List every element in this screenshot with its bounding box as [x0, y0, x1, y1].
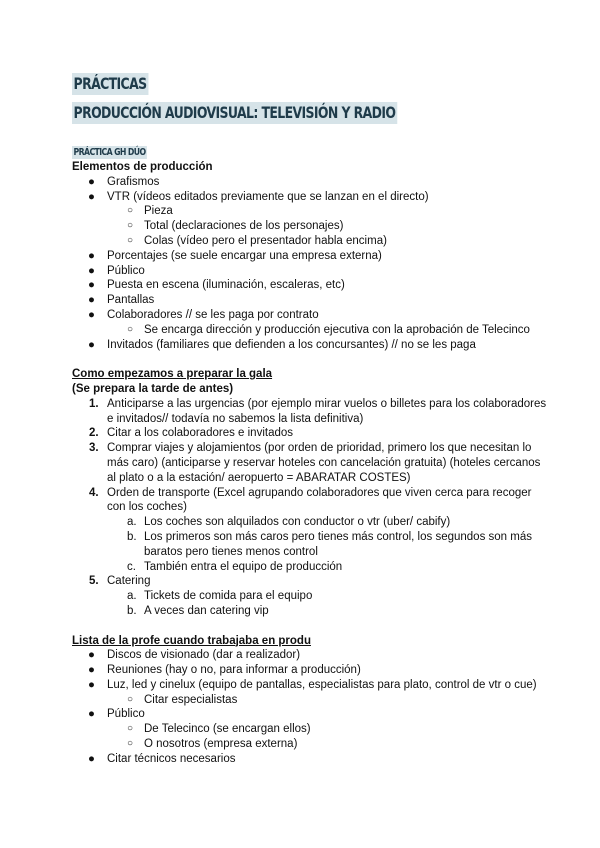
list-item: ● Público [88, 264, 145, 277]
section-heading-gala: Como empezamos a preparar la gala [72, 368, 273, 381]
list-item: ● Colaboradores // se les paga por contrato [88, 308, 319, 321]
hollow-bullet-icon: ○ [127, 220, 134, 232]
bullet-icon: ● [88, 664, 95, 677]
bullet-icon: ● [88, 249, 95, 262]
list-letter: b. [127, 604, 137, 617]
list-item: 1. Anticiparse a las urgencias (por ejemplo mirar vuelos o billetes para los colaboradores e invitados// todavía no sabemos la lista definitiva) [89, 397, 547, 425]
bullet-icon: ● [88, 175, 95, 188]
list-item: c. También entra el equipo de producción [127, 560, 343, 573]
bullet-list-elementos [72, 175, 552, 353]
section-subheading: (Se prepara la tarde de antes) [72, 382, 234, 395]
list-letter: b. [127, 530, 137, 543]
practice-title: PRÁCTICA GH DÚO [73, 147, 146, 158]
list-item: ● Puesta en escena (iluminación, escaleras, etc) [88, 279, 345, 292]
list-item: ● Porcentajes (se suele encargar una empresa externa) [88, 249, 382, 262]
list-item: 4. Orden de transporte (Excel agrupando colaboradores que viven cerca para recoger con los coches) [89, 486, 532, 514]
list-item: ● VTR (vídeos editados previamente que se lanzan en el directo) [88, 190, 429, 203]
list-item: ○ Citar especialistas [127, 693, 238, 706]
list-number: 4. [89, 486, 99, 499]
course-title: PRODUCCIÓN AUDIOVISUAL: TELEVISIÓN Y RADIO [73, 103, 396, 122]
list-number: 2. [89, 427, 99, 440]
list-item: ○ Colas (vídeo pero el presentador habla encima) [127, 234, 387, 247]
list-item: a. Tickets de comida para el equipo [127, 590, 313, 603]
bullet-icon: ● [88, 649, 95, 662]
document-body [72, 160, 552, 767]
list-item: ● Luz, led y cinelux (equipo de pantallas, especialistas para plato, control de vtr o cue) [88, 678, 537, 691]
list-item: ● Reuniones (hay o no, para informar a producción) [88, 664, 361, 677]
list-item: b. Los primeros son más caros pero tienes más control, los segundos son más baratos pero tienes menos control [127, 530, 532, 558]
document-title: PRÁCTICAS [73, 74, 147, 93]
hollow-bullet-icon: ○ [127, 323, 134, 335]
list-item: ○ Total (declaraciones de los personajes) [127, 220, 344, 233]
list-item: ○ O nosotros (empresa externa) [127, 738, 298, 751]
bullet-icon: ● [88, 708, 95, 721]
numbered-list-gala [72, 397, 552, 619]
bullet-icon: ● [88, 264, 95, 277]
list-item: ○ De Telecinco (se encargan ellos) [127, 723, 311, 736]
list-item: 5. Catering [89, 575, 151, 588]
list-number: 5. [89, 575, 99, 588]
list-item: ○ Se encarga dirección y producción ejecutiva con la aprobación de Telecinco [127, 323, 530, 336]
list-item: ● Discos de visionado (dar a realizador) [88, 649, 301, 662]
bullet-icon: ● [88, 190, 95, 203]
list-letter: a. [127, 590, 137, 603]
bullet-icon: ● [88, 294, 95, 307]
bullet-icon: ● [88, 752, 95, 765]
list-item: 3. Comprar viajes y alojamientos (por orden de prioridad, primero los que necesitan lo más caro) (anticiparse y reservar hoteles con cancelación gratuita) (hoteles cercanos al plato o a la estación/ aeropuerto = ABARATAR COSTES) [89, 442, 541, 484]
list-item: ○ Pieza [127, 205, 173, 218]
list-item: a. Los coches son alquilados con conductor o vtr (uber/ cabify) [127, 516, 451, 529]
hollow-bullet-icon: ○ [127, 234, 134, 246]
list-item: ● Citar técnicos necesarios [88, 752, 236, 765]
hollow-bullet-icon: ○ [127, 693, 134, 705]
bullet-list-lista [72, 648, 552, 766]
bullet-icon: ● [88, 308, 95, 321]
list-item: ● Invitados (familiares que defienden a los concursantes) // no se les paga [88, 338, 476, 351]
list-number: 3. [89, 442, 99, 455]
list-letter: c. [127, 560, 136, 573]
list-item: ● Público [88, 708, 145, 721]
bullet-icon: ● [88, 279, 95, 292]
list-item: 2. Citar a los colaboradores e invitados [89, 427, 294, 440]
bullet-icon: ● [88, 678, 95, 691]
section-heading-elementos: Elementos de producción [72, 161, 213, 173]
list-number: 1. [89, 397, 99, 410]
bullet-icon: ● [88, 338, 95, 351]
list-letter: a. [127, 516, 137, 529]
list-item: ● Pantallas [88, 294, 155, 307]
hollow-bullet-icon: ○ [127, 723, 134, 735]
section-heading-lista: Lista de la profe cuando trabajaba en produ [72, 634, 311, 647]
list-item: ● Grafismos [88, 175, 160, 188]
hollow-bullet-icon: ○ [127, 205, 134, 217]
list-item: b. A veces dan catering vip [127, 604, 269, 617]
hollow-bullet-icon: ○ [127, 738, 134, 750]
